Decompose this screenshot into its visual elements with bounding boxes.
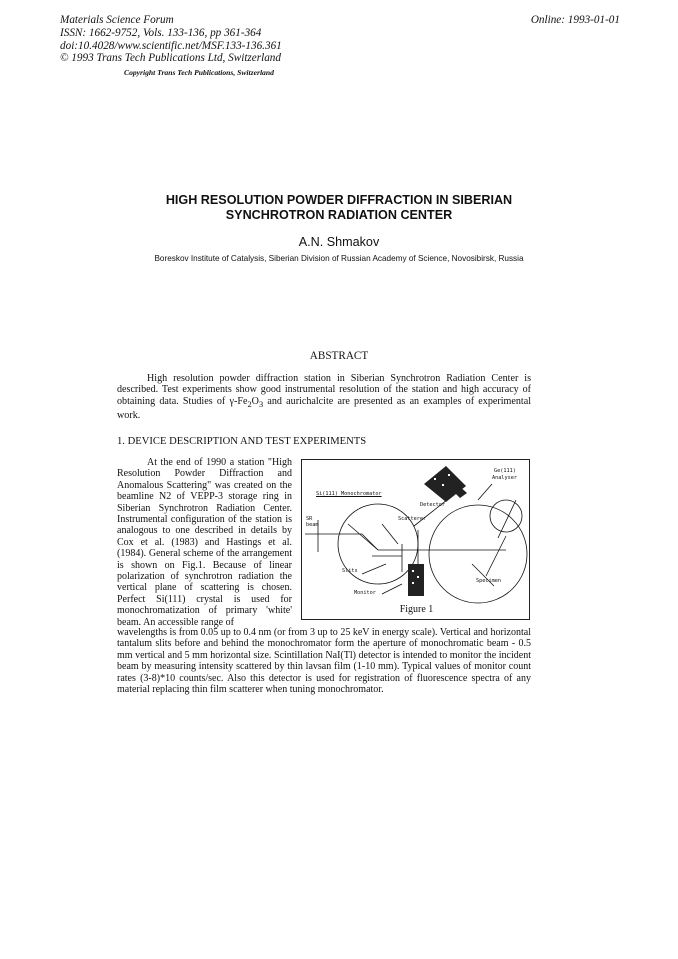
figure-caption: Figure 1 [399, 604, 434, 615]
label-scatterer: Scatterer [398, 516, 427, 522]
specimen-circle [429, 505, 527, 603]
label-analyser: Analyser [492, 475, 517, 481]
paper-title [0, 193, 678, 223]
label-ge111: Ge(111) [494, 468, 516, 474]
analyser-circle [490, 500, 522, 532]
label-slits: Slits [342, 568, 358, 574]
mono-crystal [348, 524, 378, 550]
label-specimen: Specimen [476, 578, 501, 584]
section-heading: 1. DEVICE DESCRIPTION AND TEST EXPERIMENTS [117, 436, 367, 447]
online-date: Online: 1993-01-01 [530, 14, 620, 26]
abstract-part-c: and aurichalcite are presented as an examples of experimental work. [117, 395, 531, 422]
author-name: A.N. Shmakov [298, 235, 380, 249]
label-beam: beam [306, 522, 319, 528]
issn-line: ISSN: 1662-9752, Vols. 133-136, pp 361-364 [60, 26, 262, 39]
copyright-note: Copyright Trans Tech Publications, Switzerland [124, 68, 274, 77]
setup-diagram [302, 460, 531, 621]
label-monochromator: Si(111) Monochromator [316, 491, 382, 497]
title-line-1: HIGH RESOLUTION POWDER DIFFRACTION IN SIBERIAN [165, 193, 513, 207]
column-paragraph: At the end of 1990 a station "High Resolution Powder Diffraction and Anomalous Scattering" was created on the beamline N2 of VEPP-3 storage ring in Siberian Synchrotron Radiation Center. Instrumental configuration of the station is analogous to one described in details by Cox et al. (1983) and Hastings et al. (1984). General scheme of the arrangement is shown on Fig.1. Because of linear polarization of synchrotron radiation the vertical plane of scattering is chosen. Perfect Si(111) crystal is used for monochromatization of primary 'white' beam. An accessible range of [117, 457, 292, 628]
affiliation: Boreskov Institute of Catalysis, Siberian Division of Russian Academy of Science, Novosibirsk, Russia [154, 254, 524, 263]
abstract-part-a: High resolution powder diffraction station in Siberian Synchrotron Radiation Center is described. Test experiments show good instrumental resolution of the station and high accuracy of obtaining data. Studies of γ-Fe [117, 373, 531, 407]
formula-sub-2: 3 [258, 399, 264, 409]
abstract-heading: ABSTRACT [309, 350, 369, 362]
abstract-text [117, 373, 531, 422]
label-sr: SR [306, 516, 313, 522]
doi-line: doi:10.4028/www.scientific.net/MSF.133-136.361 [60, 39, 282, 52]
monitor-box [408, 564, 424, 596]
abstract-part-b: O [251, 395, 259, 407]
copyright-line: © 1993 Trans Tech Publications Ltd, Switzerland [60, 52, 281, 65]
figure-1 [301, 459, 530, 620]
specimen-mark [486, 536, 506, 576]
label-detector: Detector [420, 502, 445, 508]
body-paragraph: wavelengths is from 0.05 up to 0.4 nm (or from 3 up to 25 keV in energy scale). Vertical and horizontal tantalum slits before and behind the monochromator form the aperture of monochromatic beam - 0.5 mm vertical and 5 mm horizontal size. Scintillation NaI(Tl) detector is intended to monitor the incident beam by measuring intensity scattered by thin lavsan film (1-10 mm). Typical values of monitor count rates (3-8)*10 counts/sec. Also this detector is used for registration of fluorescence spectra of any material replacing thin film scatterer when tuning monochromator. [117, 627, 531, 696]
formula-sub-1: 2 [247, 399, 252, 409]
journal-header [60, 14, 282, 65]
label-monitor: Monitor [354, 590, 376, 596]
title-line-2: SYNCHROTRON RADIATION CENTER [225, 208, 453, 222]
journal-name: Materials Science Forum [60, 14, 174, 26]
